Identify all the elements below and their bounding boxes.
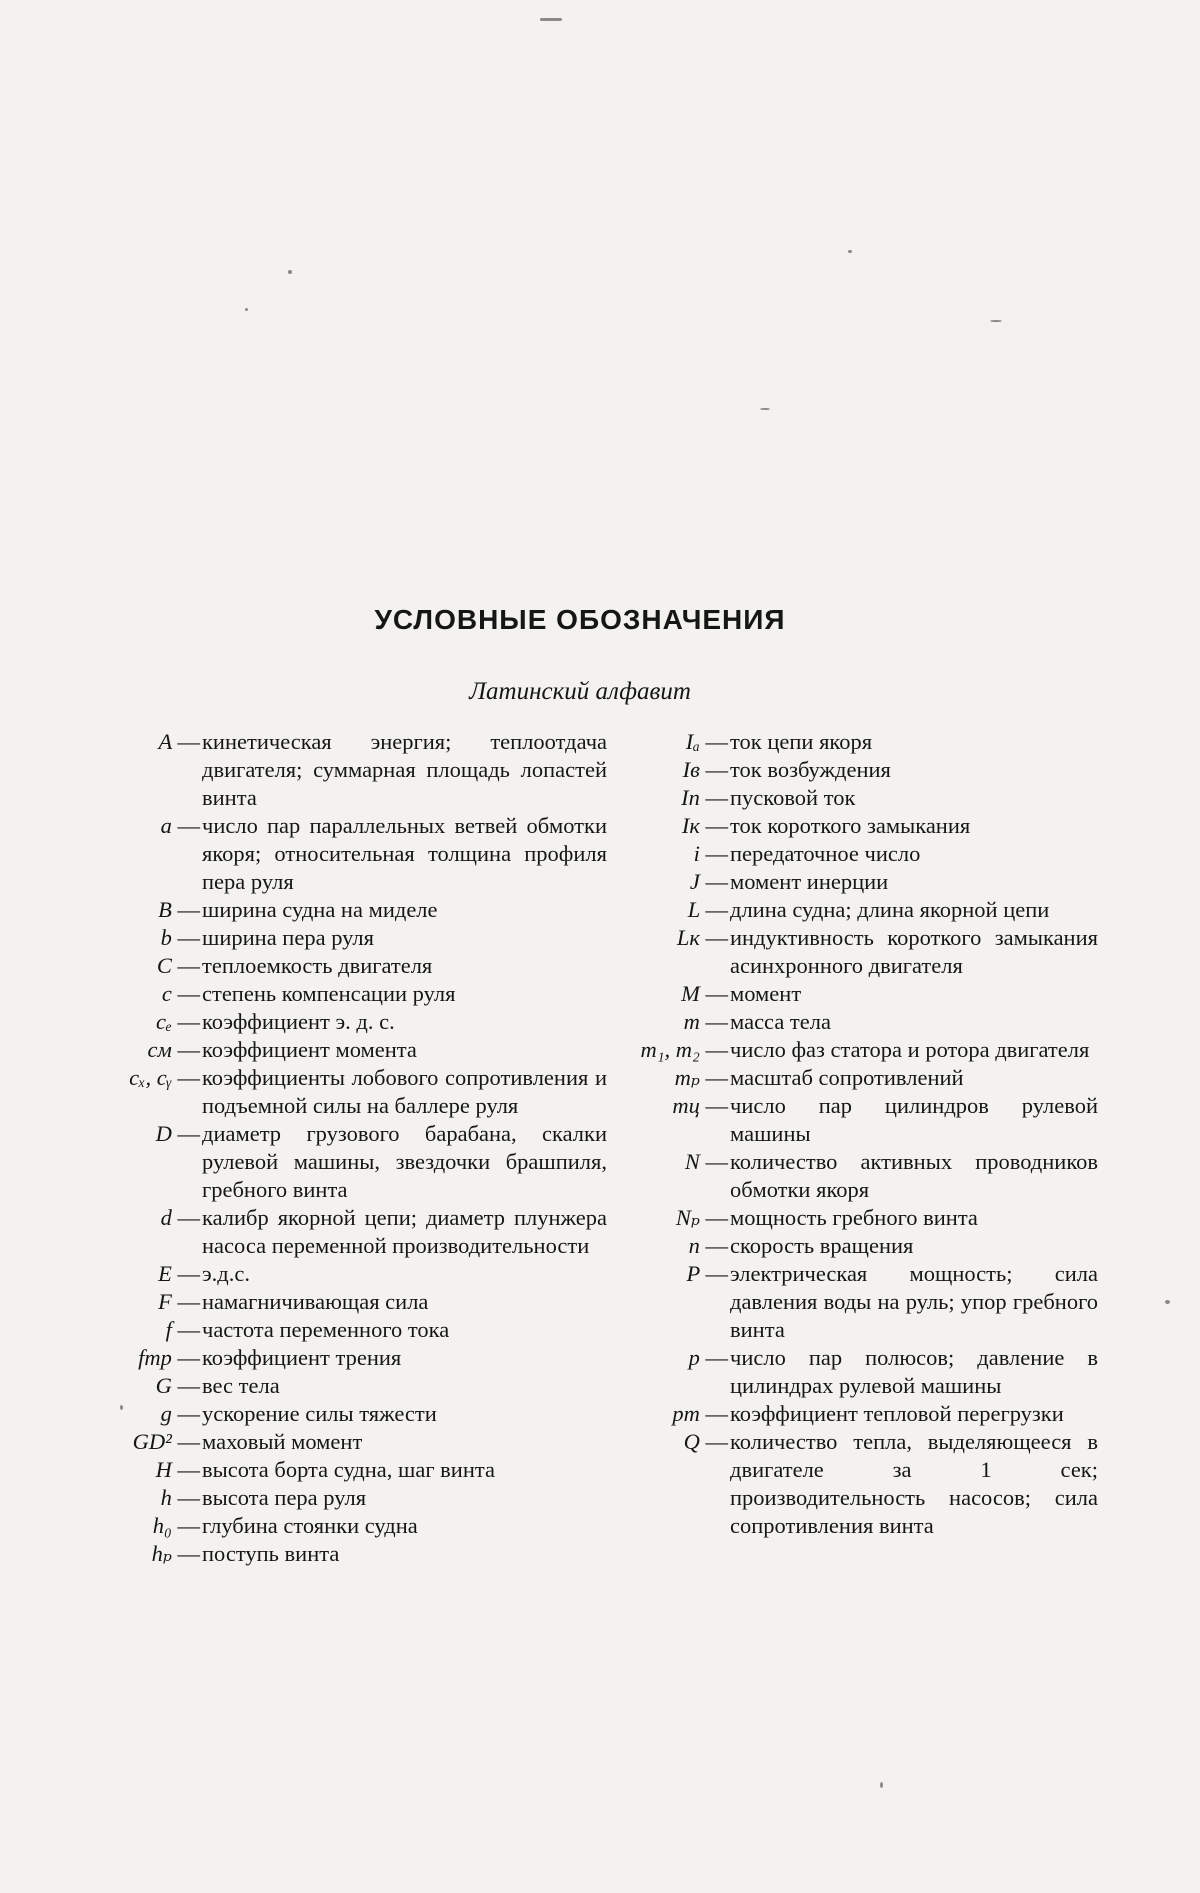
symbol-entry bbox=[590, 728, 1102, 756]
symbol-text: M bbox=[681, 981, 700, 1006]
dash: — bbox=[177, 1289, 200, 1314]
dash: — bbox=[177, 1345, 200, 1370]
symbol-entry bbox=[590, 980, 1102, 1008]
dash: — bbox=[705, 981, 728, 1006]
symbol bbox=[590, 1008, 730, 1036]
symbol-text: L bbox=[687, 897, 700, 922]
symbol-text: h₀ bbox=[152, 1513, 172, 1538]
dash: — bbox=[177, 1401, 200, 1426]
symbol bbox=[590, 1092, 730, 1148]
definition: высота пера руля bbox=[202, 1485, 367, 1510]
symbol-text: pт bbox=[672, 1401, 700, 1426]
symbol-text: E bbox=[158, 1261, 172, 1286]
symbol-entry bbox=[40, 924, 611, 952]
definition: длина судна; длина якорной цепи bbox=[730, 897, 1050, 922]
symbol bbox=[40, 1288, 202, 1316]
scan-speck bbox=[245, 308, 248, 311]
symbol bbox=[40, 1316, 202, 1344]
definition: количество тепла, выделяющееся в двигателе за 1 сек; производительность насосов; сила сопротивления винта bbox=[730, 1429, 1098, 1538]
dash: — bbox=[177, 1513, 200, 1538]
symbol bbox=[590, 924, 730, 980]
symbol-text: mц bbox=[672, 1093, 700, 1118]
symbol-entry bbox=[590, 812, 1102, 840]
dash: — bbox=[177, 897, 200, 922]
symbol-entry bbox=[590, 1344, 1102, 1400]
symbol bbox=[590, 1428, 730, 1540]
dash: — bbox=[705, 813, 728, 838]
dash: — bbox=[177, 1457, 200, 1482]
definition: теплоемкость двигателя bbox=[202, 953, 433, 978]
scan-speck bbox=[990, 320, 1002, 322]
definition: число пар цилиндров рулевой машины bbox=[730, 1093, 1098, 1146]
section-subtitle: Латинский алфавит bbox=[469, 678, 691, 705]
symbol-entry bbox=[590, 868, 1102, 896]
definition: частота переменного тока bbox=[202, 1317, 450, 1342]
symbol-entry bbox=[590, 896, 1102, 924]
definition: поступь винта bbox=[202, 1541, 340, 1566]
definition: диаметр грузового барабана, скалки рулевой машины, звездочки брашпиля, гребного винта bbox=[202, 1121, 607, 1202]
definition: коэффициент э. д. с. bbox=[202, 1009, 395, 1034]
symbol-text: g bbox=[160, 1401, 172, 1426]
symbol-entry bbox=[590, 1204, 1102, 1232]
dash: — bbox=[705, 729, 728, 754]
symbol bbox=[590, 1036, 730, 1064]
definition: число фаз статора и ротора двигателя bbox=[730, 1037, 1090, 1062]
symbol-text: b bbox=[160, 925, 172, 950]
symbol-entry bbox=[590, 1036, 1102, 1064]
definition: вес тела bbox=[202, 1373, 280, 1398]
symbol-entry bbox=[590, 1064, 1102, 1092]
symbol-entry bbox=[40, 1400, 611, 1428]
symbol-text: D bbox=[155, 1121, 172, 1146]
definition: коэффициент тепловой перегрузки bbox=[730, 1401, 1064, 1426]
dash: — bbox=[177, 1373, 200, 1398]
definition: высота борта судна, шаг винта bbox=[202, 1457, 495, 1482]
symbol bbox=[40, 1512, 202, 1540]
symbol-text: N bbox=[684, 1149, 700, 1174]
symbol-entry bbox=[590, 784, 1102, 812]
definition: ширина пера руля bbox=[202, 925, 374, 950]
definition: число пар параллельных ветвей обмотки якоря; относительная толщина профиля пера руля bbox=[202, 813, 607, 894]
symbol-entry bbox=[590, 1092, 1102, 1148]
symbol-entry bbox=[40, 896, 611, 924]
symbol bbox=[590, 728, 730, 756]
dash: — bbox=[705, 869, 728, 894]
dash: — bbox=[177, 925, 200, 950]
definition: индуктивность короткого замыкания асинхронного двигателя bbox=[730, 925, 1098, 978]
dash: — bbox=[705, 1065, 728, 1090]
definition: коэффициенты лобового сопротивления и подъемной силы на баллере руля bbox=[202, 1065, 607, 1118]
symbol bbox=[590, 1204, 730, 1232]
dash: — bbox=[705, 1205, 728, 1230]
symbol bbox=[590, 812, 730, 840]
dash: — bbox=[705, 1037, 728, 1062]
symbol bbox=[40, 1484, 202, 1512]
definition: число пар полюсов; давление в цилиндрах рулевой машины bbox=[730, 1345, 1098, 1398]
scan-speck bbox=[760, 408, 770, 410]
dash: — bbox=[177, 813, 200, 838]
dash: — bbox=[705, 1401, 728, 1426]
symbol bbox=[590, 1064, 730, 1092]
symbol-text: Lк bbox=[676, 925, 700, 950]
definition: калибр якорной цепи; диаметр плунжера насоса переменной производительности bbox=[202, 1205, 607, 1258]
page-title: УСЛОВНЫЕ ОБОЗНАЧЕНИЯ bbox=[374, 604, 786, 635]
dash: — bbox=[705, 1233, 728, 1258]
symbol-entry bbox=[40, 1344, 611, 1372]
symbol bbox=[40, 1036, 202, 1064]
symbol-entry bbox=[40, 728, 611, 812]
symbol-entry bbox=[40, 952, 611, 980]
dash: — bbox=[705, 925, 728, 950]
dash: — bbox=[177, 1121, 200, 1146]
symbol-entry bbox=[40, 1456, 611, 1484]
symbol-entry bbox=[40, 1204, 611, 1260]
symbol-text: n bbox=[688, 1233, 700, 1258]
dash: — bbox=[705, 841, 728, 866]
dash: — bbox=[177, 1541, 200, 1566]
symbol-text: Nₚ bbox=[675, 1205, 700, 1230]
symbol-entry bbox=[40, 1260, 611, 1288]
symbol-entry bbox=[590, 1232, 1102, 1260]
symbol-entry bbox=[40, 1428, 611, 1456]
definition: ускорение силы тяжести bbox=[202, 1401, 437, 1426]
definition: момент bbox=[730, 981, 802, 1006]
dash: — bbox=[177, 729, 200, 754]
definition: степень компенсации руля bbox=[202, 981, 456, 1006]
dash: — bbox=[705, 1149, 728, 1174]
symbol-text: J bbox=[689, 869, 700, 894]
symbol-entry bbox=[40, 1372, 611, 1400]
symbol-text: hₚ bbox=[151, 1541, 172, 1566]
scan-speck bbox=[1165, 1300, 1170, 1304]
symbol-entry bbox=[590, 1260, 1102, 1344]
symbol-text: p bbox=[688, 1345, 700, 1370]
dash: — bbox=[177, 1205, 200, 1230]
symbol-text: Iп bbox=[681, 785, 700, 810]
symbol bbox=[40, 728, 202, 812]
symbol-entry bbox=[590, 1148, 1102, 1204]
symbol-text: d bbox=[160, 1205, 172, 1230]
definition: момент инерции bbox=[730, 869, 889, 894]
symbol bbox=[40, 1064, 202, 1120]
dash: — bbox=[177, 1261, 200, 1286]
symbol bbox=[590, 868, 730, 896]
symbol-text: m₁, m₂ bbox=[640, 1037, 700, 1062]
symbol bbox=[590, 1400, 730, 1428]
symbol bbox=[40, 1008, 202, 1036]
symbol-text: mₚ bbox=[674, 1065, 700, 1090]
symbol-entry bbox=[590, 756, 1102, 784]
symbol-text: P bbox=[686, 1261, 700, 1286]
symbol bbox=[40, 1456, 202, 1484]
dash: — bbox=[177, 981, 200, 1006]
symbol-text: m bbox=[683, 1009, 700, 1034]
right-column bbox=[590, 728, 1102, 1540]
symbol-text: Iв bbox=[682, 757, 700, 782]
symbol bbox=[590, 784, 730, 812]
symbol bbox=[590, 896, 730, 924]
symbol bbox=[40, 1540, 202, 1568]
symbol-entry bbox=[40, 1316, 611, 1344]
symbol-text: C bbox=[156, 953, 172, 978]
symbol-text: cₑ bbox=[155, 1009, 172, 1034]
symbol-text: cм bbox=[147, 1037, 172, 1062]
dash: — bbox=[177, 1065, 200, 1090]
symbol bbox=[40, 924, 202, 952]
symbol-entry bbox=[40, 1484, 611, 1512]
left-column bbox=[40, 728, 611, 1568]
symbol bbox=[590, 1260, 730, 1344]
definition: э.д.с. bbox=[202, 1261, 250, 1286]
symbol-entry bbox=[590, 1428, 1102, 1540]
dash: — bbox=[177, 1485, 200, 1510]
symbol bbox=[40, 1204, 202, 1260]
definition: электрическая мощность; сила давления воды на руль; упор гребного винта bbox=[730, 1261, 1098, 1342]
symbol bbox=[590, 980, 730, 1008]
symbol-entry bbox=[40, 812, 611, 896]
symbol bbox=[40, 952, 202, 980]
dash: — bbox=[705, 757, 728, 782]
symbol-entry bbox=[40, 1120, 611, 1204]
symbol-text: Q bbox=[683, 1429, 700, 1454]
symbol bbox=[40, 1120, 202, 1204]
dash: — bbox=[705, 1429, 728, 1454]
symbol-text: c bbox=[161, 981, 172, 1006]
dash: — bbox=[705, 1093, 728, 1118]
scan-speck bbox=[848, 250, 852, 253]
dash: — bbox=[177, 1317, 200, 1342]
definition: пусковой ток bbox=[730, 785, 856, 810]
symbol-text: F bbox=[158, 1289, 172, 1314]
dash: — bbox=[705, 1345, 728, 1370]
scan-speck bbox=[540, 18, 562, 21]
definition: скорость вращения bbox=[730, 1233, 914, 1258]
symbol-text: fтр bbox=[138, 1345, 172, 1370]
dash: — bbox=[177, 1429, 200, 1454]
symbol-entry bbox=[40, 1512, 611, 1540]
symbol-text: i bbox=[693, 841, 700, 866]
definition: количество активных проводников обмотки якоря bbox=[730, 1149, 1098, 1202]
symbol-text: H bbox=[155, 1457, 172, 1482]
symbol-entry bbox=[40, 980, 611, 1008]
symbol-text: GD² bbox=[132, 1429, 172, 1454]
symbol-entry bbox=[40, 1540, 611, 1568]
scan-speck bbox=[288, 270, 292, 274]
dash: — bbox=[705, 897, 728, 922]
symbol bbox=[590, 1232, 730, 1260]
symbol-text: h bbox=[160, 1485, 172, 1510]
symbol bbox=[40, 1344, 202, 1372]
symbol bbox=[590, 1148, 730, 1204]
definition: коэффициент момента bbox=[202, 1037, 417, 1062]
definition: передаточное число bbox=[730, 841, 921, 866]
symbol-entry bbox=[590, 924, 1102, 980]
definition: ток возбуждения bbox=[730, 757, 891, 782]
symbol bbox=[40, 896, 202, 924]
symbol-entry bbox=[590, 840, 1102, 868]
dash: — bbox=[177, 1009, 200, 1034]
definition: мощность гребного винта bbox=[730, 1205, 978, 1230]
symbol bbox=[590, 756, 730, 784]
definition: масштаб сопротивлений bbox=[730, 1065, 964, 1090]
symbol bbox=[590, 840, 730, 868]
symbol-entry bbox=[590, 1008, 1102, 1036]
definition: ток короткого замыкания bbox=[730, 813, 971, 838]
definition: глубина стоянки судна bbox=[202, 1513, 418, 1538]
dash: — bbox=[705, 785, 728, 810]
scan-speck bbox=[880, 1782, 883, 1788]
symbol-text: A bbox=[158, 729, 172, 754]
definition: кинетическая энергия; теплоотдача двигателя; суммарная площадь лопастей винта bbox=[202, 729, 607, 810]
symbol-text: cₓ, cᵧ bbox=[129, 1065, 172, 1090]
symbol bbox=[40, 812, 202, 896]
symbol bbox=[40, 1372, 202, 1400]
definition: намагничивающая сила bbox=[202, 1289, 429, 1314]
symbol-entry bbox=[590, 1400, 1102, 1428]
definition: масса тела bbox=[730, 1009, 831, 1034]
symbol bbox=[40, 1428, 202, 1456]
dash: — bbox=[177, 953, 200, 978]
symbol-text: f bbox=[165, 1317, 172, 1342]
symbol-text: G bbox=[155, 1373, 172, 1398]
scan-speck bbox=[120, 1405, 123, 1410]
dash: — bbox=[705, 1009, 728, 1034]
symbol-text: Iₐ bbox=[685, 729, 700, 754]
definition: ширина судна на миделе bbox=[202, 897, 438, 922]
symbol-text: Iк bbox=[681, 813, 700, 838]
symbol-text: B bbox=[158, 897, 172, 922]
symbol-entry bbox=[40, 1036, 611, 1064]
symbol bbox=[40, 1260, 202, 1288]
definition: коэффициент трения bbox=[202, 1345, 402, 1370]
symbol-entry bbox=[40, 1064, 611, 1120]
symbol-entry bbox=[40, 1008, 611, 1036]
symbol-text: a bbox=[160, 813, 172, 838]
symbol bbox=[40, 980, 202, 1008]
dash: — bbox=[177, 1037, 200, 1062]
definition: ток цепи якоря bbox=[730, 729, 873, 754]
dash: — bbox=[705, 1261, 728, 1286]
symbol bbox=[590, 1344, 730, 1400]
definition: маховый момент bbox=[202, 1429, 363, 1454]
symbol-entry bbox=[40, 1288, 611, 1316]
